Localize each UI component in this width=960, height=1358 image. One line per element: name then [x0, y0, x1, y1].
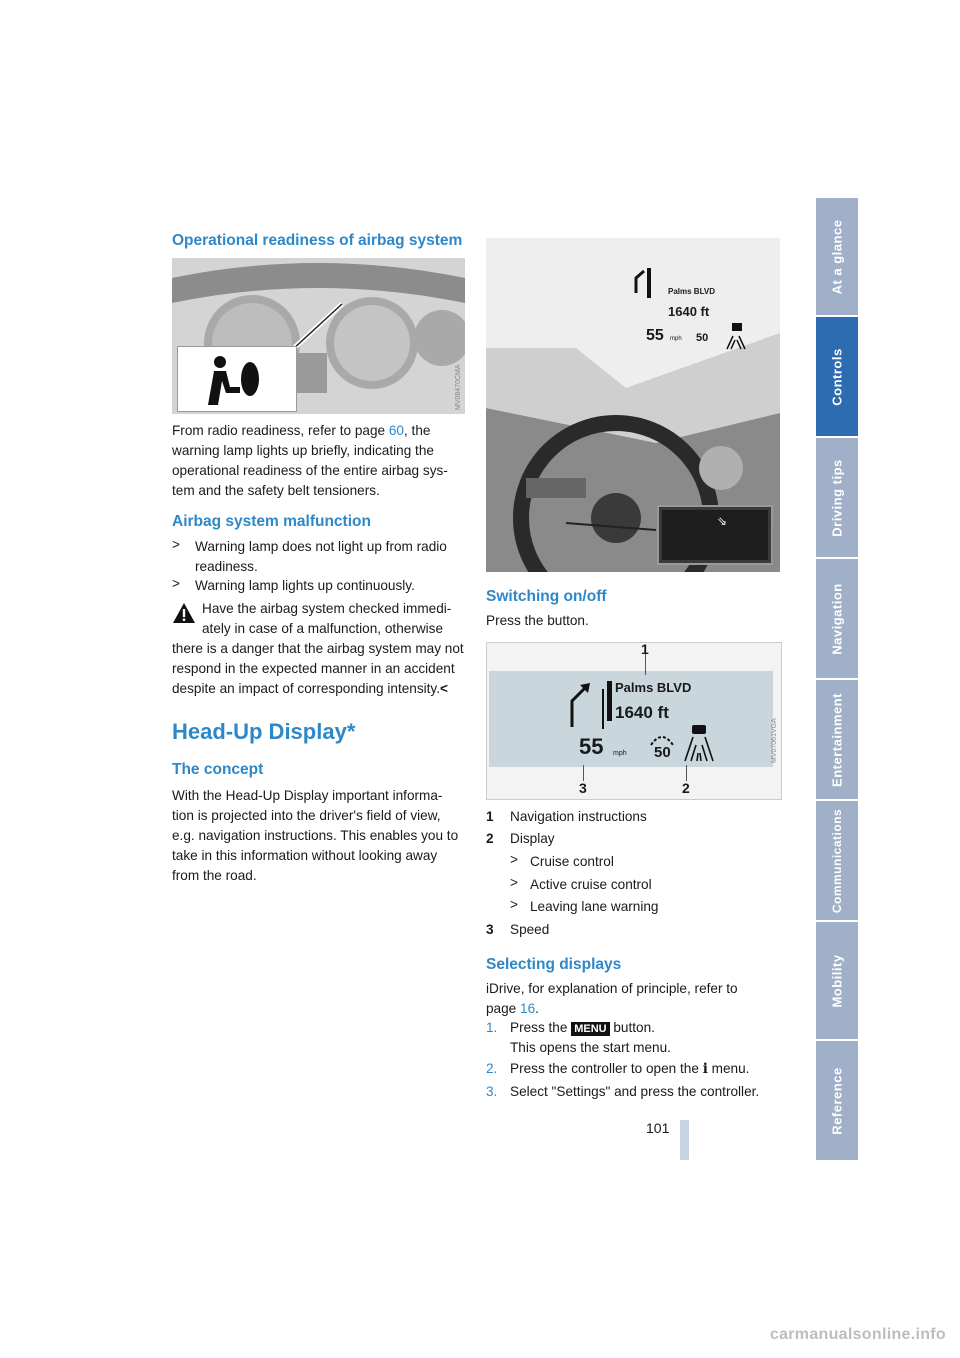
dashboard-illustration: [486, 238, 780, 572]
callout-3: 3: [579, 780, 587, 796]
sidebar-tab-reference[interactable]: [816, 1041, 858, 1160]
text-line: warning lamp lights up briefly, indicating the: [172, 443, 434, 458]
malfunction-bullet-1: [195, 537, 475, 577]
step-number: 3.: [486, 1084, 498, 1099]
legend-text: Navigation instructions: [510, 809, 647, 824]
text-run: page: [486, 1001, 521, 1016]
diagram-speed-unit: mph: [613, 750, 627, 757]
callout-1: 1: [641, 641, 649, 657]
text-line: ately in case of a malfunction, otherwise: [202, 621, 444, 636]
text-line: there is a danger that the airbag system may not: [172, 641, 464, 656]
text-line: take in this information without looking away: [172, 848, 438, 863]
text-line: readiness.: [195, 559, 258, 574]
text-line: Warning lamp does not light up from radio: [195, 539, 447, 554]
text-line: With the Head-Up Display important informa-: [172, 788, 443, 803]
photo-speed-unit: mph: [670, 336, 682, 342]
text-line: This opens the start menu.: [510, 1040, 671, 1055]
photo-cruise-speed: 50: [696, 332, 709, 344]
text-line: tion is projected into the driver's field of view,: [172, 808, 441, 823]
diagram-street-name: Palms BLVD: [615, 680, 692, 695]
text-run: Press the: [510, 1020, 572, 1035]
sidebar-tab-at-a-glance[interactable]: [816, 198, 858, 315]
image-code: MV07061VGA: [771, 718, 778, 763]
sidebar-tab-driving-tips[interactable]: [816, 438, 858, 557]
step-1: [510, 1018, 790, 1058]
legend-item: [486, 829, 555, 849]
callout-2: 2: [682, 780, 690, 796]
photo-speed: 55: [646, 327, 664, 344]
text-line: respond in the expected manner in an accident: [172, 661, 455, 676]
sidebar-tab-label: Reference: [829, 1066, 845, 1135]
bullet-marker: >: [172, 576, 180, 591]
callout-line-2: [686, 765, 687, 781]
lane-warning-icon: [723, 334, 749, 355]
airbag-instrument-cluster-image: [172, 258, 465, 414]
bullet-marker: >: [510, 852, 518, 867]
hud-display-panel: [489, 671, 773, 767]
sidebar-tab-communications[interactable]: [816, 801, 858, 920]
image-code: MV08470CMA: [455, 364, 462, 410]
text-run: button.: [609, 1020, 655, 1035]
switching-text: Press the button.: [486, 613, 589, 628]
text-run: From radio readiness, refer to page: [172, 423, 389, 438]
sidebar-tab-entertainment[interactable]: [816, 680, 858, 799]
diagram-distance: 1640 ft: [615, 703, 669, 722]
legend-number: 1: [486, 809, 494, 824]
step-number: 2.: [486, 1061, 498, 1076]
sidebar-tab-label: Controls: [829, 347, 845, 406]
step-number: 1.: [486, 1020, 498, 1035]
diagram-speed: 55: [579, 734, 604, 759]
sidebar-tab-label: At a glance: [829, 219, 845, 294]
text-run: .: [535, 1001, 539, 1016]
display-item: Leaving lane warning: [530, 899, 659, 914]
image-code: MV07180VGA: [772, 523, 779, 568]
display-item: Active cruise control: [530, 877, 652, 892]
sidebar-tab-label: Driving tips: [829, 458, 845, 537]
menu-button-icon: MENU: [571, 1022, 609, 1036]
sidebar-tab-controls[interactable]: [816, 317, 858, 436]
legend-item: [486, 920, 550, 940]
text-line: despite an impact of corresponding intensity.: [172, 681, 440, 696]
text-line: from the road.: [172, 868, 257, 883]
sidebar-tab-label: Navigation: [829, 582, 845, 655]
text-line: iDrive, for explanation of principle, refer to: [486, 981, 738, 996]
info-menu-icon: i: [702, 1061, 708, 1077]
hud-button-icon[interactable]: ⇘: [717, 514, 728, 528]
airbag-warning-lamp-inset: [177, 346, 297, 412]
distance-bar: [607, 681, 612, 721]
page-link[interactable]: 60: [388, 423, 404, 438]
airbag-malfunction-heading: Airbag system malfunction: [172, 513, 371, 530]
sidebar-tab-label: Entertainment: [829, 692, 845, 787]
sidebar-tab-label: Mobility: [829, 953, 845, 1008]
page-marker-bar: [680, 1120, 689, 1160]
page-number: 101: [646, 1120, 670, 1136]
bullet-marker: >: [172, 537, 180, 552]
airbag-readiness-heading: Operational readiness of airbag system: [172, 232, 463, 249]
legend-text: Display: [510, 831, 555, 846]
airbag-warning-text: [172, 599, 472, 699]
airbag-icon: [178, 347, 296, 411]
legend-text: Speed: [510, 922, 550, 937]
text-line: Have the airbag system checked immedi-: [202, 601, 452, 616]
bullet-marker: >: [510, 897, 518, 912]
turn-arrow-icon: [564, 679, 604, 729]
hud-windshield-photo: [486, 238, 780, 572]
concept-heading: The concept: [172, 761, 264, 778]
lane-departure-icon: [681, 723, 717, 763]
display-item: Cruise control: [530, 854, 614, 869]
head-up-display-title: Head-Up Display*: [172, 719, 356, 744]
text-run: , the: [403, 423, 431, 438]
sidebar-tab-label: Communications: [830, 808, 844, 913]
switching-heading: Switching on/off: [486, 588, 607, 605]
text-line: tem and the safety belt tensioners.: [172, 483, 380, 498]
sidebar-tab-navigation[interactable]: [816, 559, 858, 678]
page-link[interactable]: 16: [520, 1001, 536, 1016]
bullet-marker: >: [510, 875, 518, 890]
text-run: menu.: [707, 1061, 750, 1076]
hud-display-diagram: [486, 642, 782, 800]
text-run: Press the controller to open the: [510, 1061, 703, 1076]
photo-distance: 1640 ft: [668, 304, 710, 319]
step-2: [510, 1059, 800, 1079]
text-line: operational readiness of the entire airbag sys-: [172, 463, 448, 478]
sidebar-tab-mobility[interactable]: [816, 922, 858, 1039]
legend-item: [486, 807, 647, 827]
diagram-cruise-speed: 50: [654, 744, 671, 761]
callout-line-3: [583, 765, 584, 781]
watermark: carmanualsonline.info: [769, 1326, 946, 1343]
concept-text: [172, 786, 472, 886]
end-marker: <: [440, 681, 448, 696]
text-line: e.g. navigation instructions. This enables you to: [172, 828, 459, 843]
legend-number: 3: [486, 922, 494, 937]
malfunction-bullet-2: Warning lamp lights up continuously.: [195, 578, 415, 593]
photo-street-name: Palms BLVD: [668, 287, 715, 296]
selecting-displays-text: [486, 979, 786, 1019]
airbag-readiness-text: [172, 421, 472, 501]
legend-number: 2: [486, 831, 494, 846]
selecting-displays-heading: Selecting displays: [486, 956, 622, 973]
step-3: Select "Settings" and press the controller.: [510, 1084, 760, 1099]
